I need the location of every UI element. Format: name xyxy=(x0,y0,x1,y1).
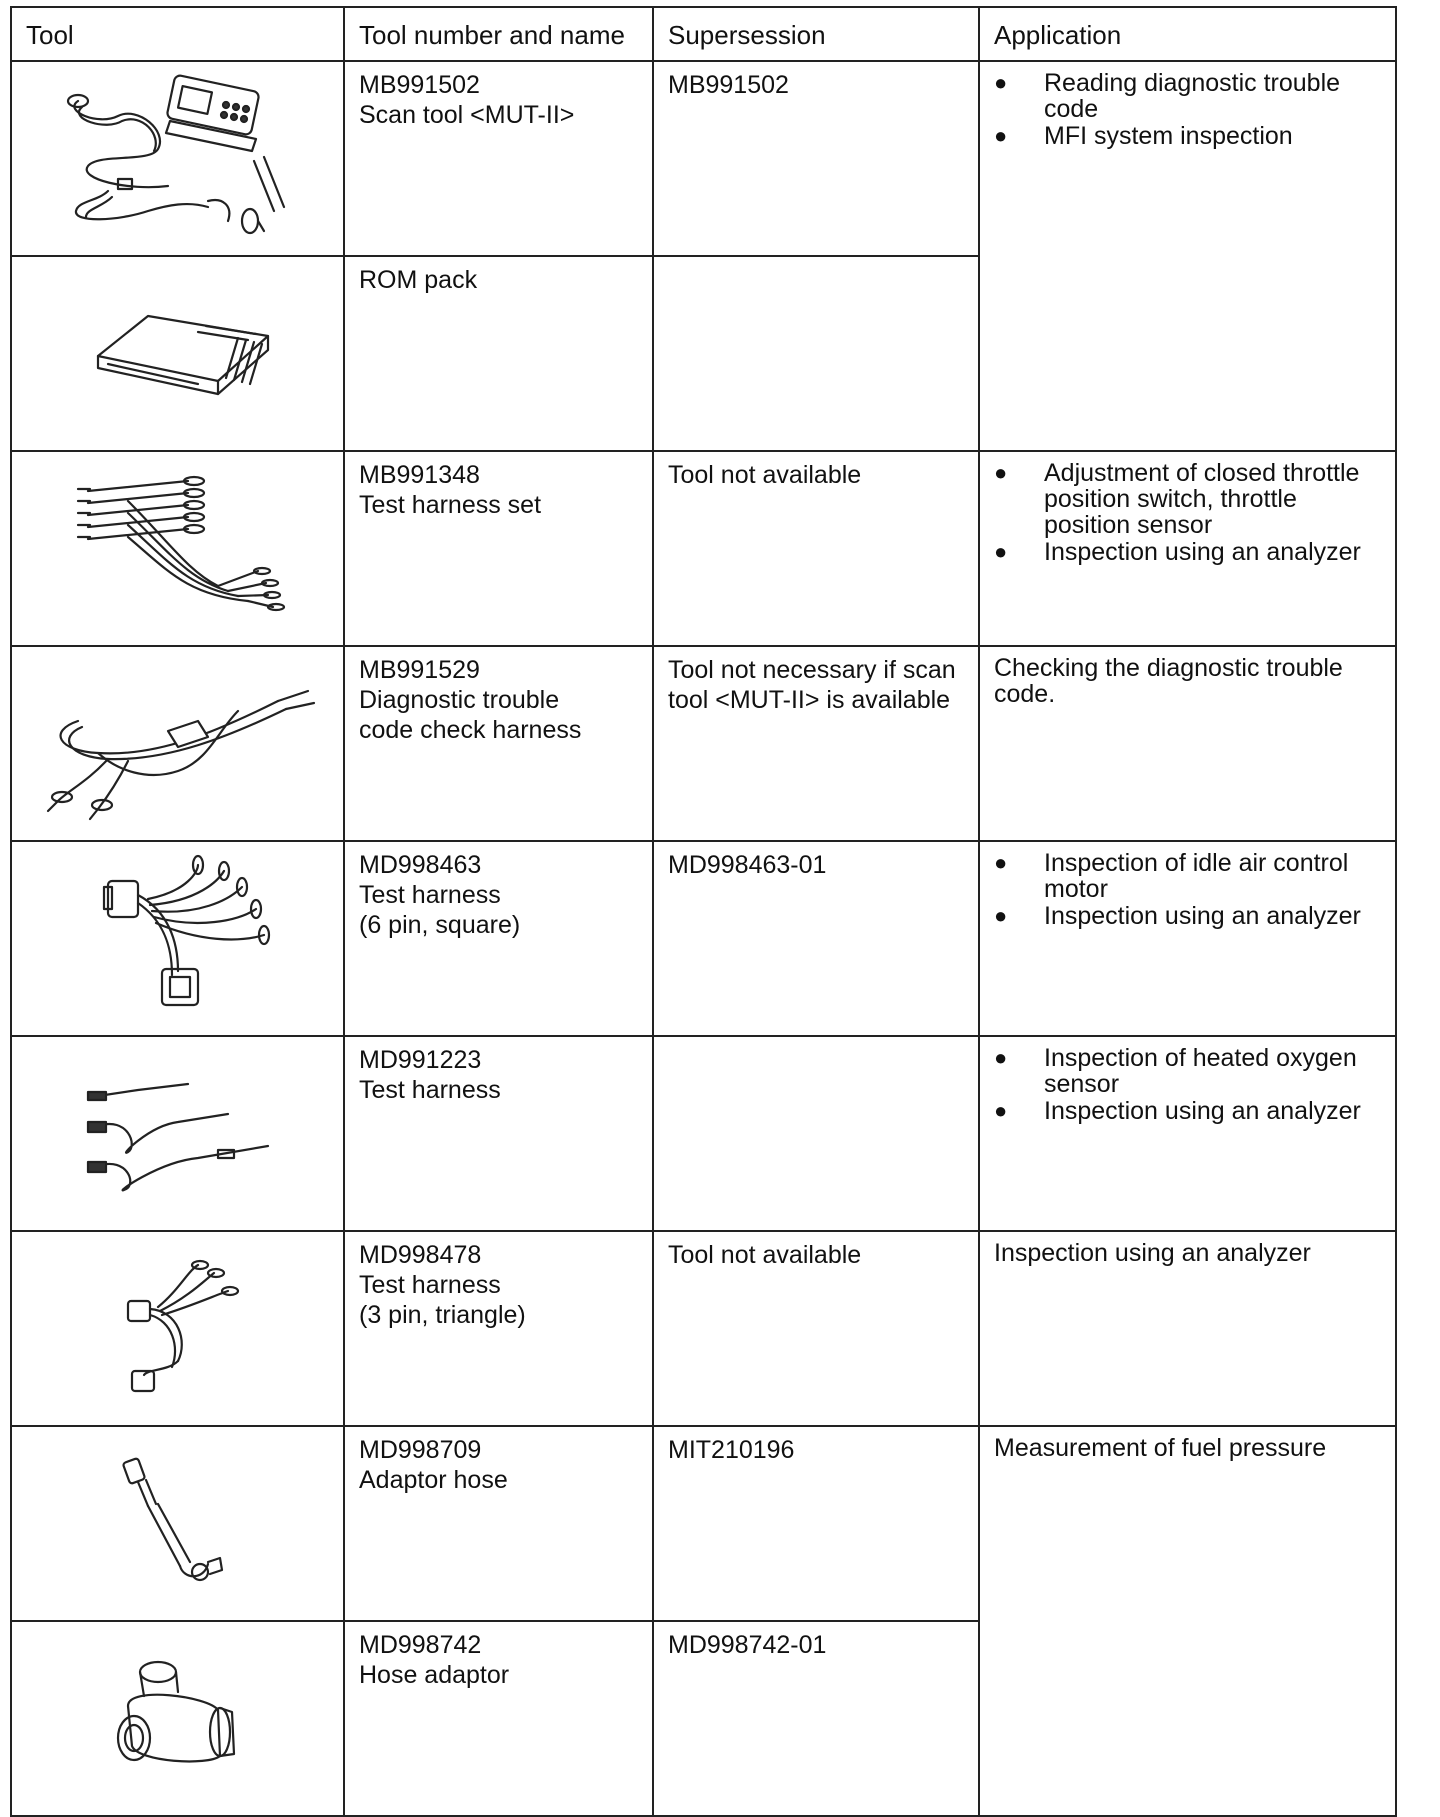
bullet-icon: ● xyxy=(994,460,1008,485)
supersession-text: Tool not available xyxy=(668,461,862,489)
special-tools-table xyxy=(10,6,1397,1817)
check-harness-icon xyxy=(38,661,318,821)
application-item-text: Inspection using an analyzer xyxy=(1044,1097,1361,1125)
tool-name: Adaptor hose xyxy=(359,1466,508,1494)
bullet-icon: ● xyxy=(994,903,1008,928)
application-item-text: Inspection of heated oxygen sensor xyxy=(1044,1044,1357,1098)
test-harness-set-icon xyxy=(68,461,288,631)
supersession-text: tool <MUT-II> is available xyxy=(668,686,951,714)
header-tool-number-name: Tool number and name xyxy=(344,7,653,61)
bullet-icon: ● xyxy=(994,1045,1008,1070)
tool-number-name-cell xyxy=(344,1231,653,1426)
application-item xyxy=(994,460,1385,538)
tool-name: (3 pin, triangle) xyxy=(359,1301,526,1329)
bullet-icon: ● xyxy=(994,1098,1008,1123)
header-supersession: Supersession xyxy=(653,7,979,61)
header-application: Application xyxy=(979,7,1396,61)
application-cell xyxy=(979,61,1396,451)
application-cell xyxy=(979,841,1396,1036)
supersession-cell xyxy=(653,256,979,451)
tool-image-cell xyxy=(11,1426,344,1621)
bullet-icon: ● xyxy=(994,123,1008,148)
supersession-cell xyxy=(653,1426,979,1621)
application-text: Inspection using an analyzer xyxy=(994,1239,1311,1267)
tool-number: MB991348 xyxy=(359,461,480,489)
application-text: Measurement of fuel pressure xyxy=(994,1434,1327,1462)
tool-image-cell xyxy=(11,841,344,1036)
tool-number-name-cell xyxy=(344,1426,653,1621)
application-item xyxy=(994,70,1385,122)
tool-number: MD991223 xyxy=(359,1046,482,1074)
tool-number: MD998478 xyxy=(359,1241,482,1269)
supersession-cell xyxy=(653,1036,979,1231)
rom-pack-icon xyxy=(78,296,278,406)
bullet-icon: ● xyxy=(994,850,1008,875)
tool-number-name-cell xyxy=(344,841,653,1036)
tool-table-sheet xyxy=(10,6,1395,1817)
application-cell xyxy=(979,1036,1396,1231)
scan-tool-icon xyxy=(58,71,298,241)
tool-name: Test harness set xyxy=(359,491,542,519)
tool-number-name-cell xyxy=(344,451,653,646)
table-row xyxy=(11,841,1396,1036)
oxygen-harness-icon xyxy=(68,1066,288,1196)
tool-image-cell xyxy=(11,646,344,841)
tool-number: MD998742 xyxy=(359,1631,482,1659)
table-row xyxy=(11,1036,1396,1231)
supersession-cell xyxy=(653,1231,979,1426)
hose-adaptor-icon xyxy=(108,1646,248,1786)
application-list xyxy=(994,460,1385,565)
application-item xyxy=(994,850,1385,902)
application-item-text: Inspection using an analyzer xyxy=(1044,902,1361,930)
tool-number: MD998463 xyxy=(359,851,482,879)
tool-name: (6 pin, square) xyxy=(359,911,521,939)
supersession-cell xyxy=(653,646,979,841)
application-item-text: MFI system inspection xyxy=(1044,122,1293,150)
application-cell xyxy=(979,646,1396,841)
application-cell xyxy=(979,1231,1396,1426)
supersession-text: Tool not necessary if scan xyxy=(668,656,956,684)
application-item xyxy=(994,123,1385,149)
tool-name: Test harness xyxy=(359,1271,501,1299)
table-row xyxy=(11,1231,1396,1426)
application-item xyxy=(994,1045,1385,1097)
tool-number-name-cell xyxy=(344,1621,653,1816)
table-header-row xyxy=(11,7,1396,61)
tool-number: MB991529 xyxy=(359,656,480,684)
application-item xyxy=(994,903,1385,929)
bullet-icon: ● xyxy=(994,70,1008,95)
tool-image-cell xyxy=(11,451,344,646)
adaptor-hose-icon xyxy=(108,1446,248,1596)
supersession-text: MD998463-01 xyxy=(668,851,827,879)
tool-number-name-cell xyxy=(344,646,653,841)
square-harness-icon xyxy=(78,851,278,1021)
supersession-text: Tool not available xyxy=(668,1241,862,1269)
tool-image-cell xyxy=(11,1036,344,1231)
table-row xyxy=(11,1426,1396,1621)
header-tool: Tool xyxy=(11,7,344,61)
tool-number: MD998709 xyxy=(359,1436,482,1464)
supersession-cell xyxy=(653,451,979,646)
application-list xyxy=(994,1045,1385,1124)
tool-name: Scan tool <MUT-II> xyxy=(359,101,575,129)
tool-name: Test harness xyxy=(359,1076,501,1104)
application-item-text: Adjustment of closed throttle position switch, throttle position sensor xyxy=(1044,459,1360,539)
application-text: Checking the diagnostic trouble code. xyxy=(994,654,1343,708)
supersession-cell xyxy=(653,841,979,1036)
application-item-text: Inspection of idle air control motor xyxy=(1044,849,1349,903)
tool-image-cell xyxy=(11,256,344,451)
tool-number-name-cell xyxy=(344,256,653,451)
tool-image-cell xyxy=(11,1621,344,1816)
application-item xyxy=(994,539,1385,565)
supersession-cell xyxy=(653,61,979,256)
application-item xyxy=(994,1098,1385,1124)
application-cell xyxy=(979,1426,1396,1816)
application-item-text: Inspection using an analyzer xyxy=(1044,538,1361,566)
tool-name: ROM pack xyxy=(359,266,478,294)
tool-number-name-cell xyxy=(344,1036,653,1231)
table-row xyxy=(11,451,1396,646)
tool-name: Test harness xyxy=(359,881,501,909)
supersession-cell xyxy=(653,1621,979,1816)
tool-number-name-cell xyxy=(344,61,653,256)
application-cell xyxy=(979,451,1396,646)
tool-image-cell xyxy=(11,1231,344,1426)
tool-name: code check harness xyxy=(359,716,582,744)
triangle-harness-icon xyxy=(108,1251,248,1401)
table-row xyxy=(11,646,1396,841)
supersession-text: MIT210196 xyxy=(668,1436,795,1464)
supersession-text: MD998742-01 xyxy=(668,1631,827,1659)
tool-name: Hose adaptor xyxy=(359,1661,510,1689)
bullet-icon: ● xyxy=(994,539,1008,564)
supersession-text: MB991502 xyxy=(668,71,789,99)
table-row xyxy=(11,61,1396,256)
tool-number: MB991502 xyxy=(359,71,480,99)
tool-name: Diagnostic trouble xyxy=(359,686,560,714)
application-list xyxy=(994,850,1385,929)
application-item-text: Reading diagnostic trouble code xyxy=(1044,69,1341,123)
application-list xyxy=(994,70,1385,149)
tool-image-cell xyxy=(11,61,344,256)
